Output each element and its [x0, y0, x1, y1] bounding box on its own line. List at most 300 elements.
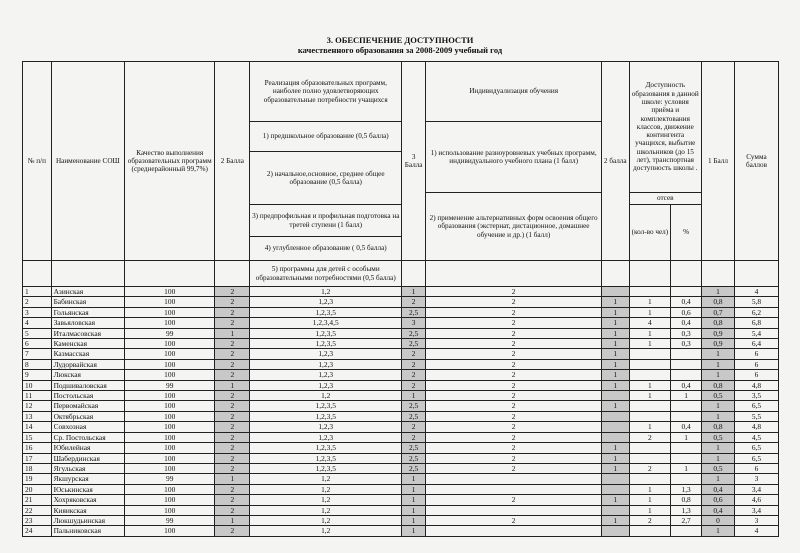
table-cell	[671, 474, 702, 484]
table-cell: 5,8	[734, 297, 778, 307]
table-cell: 1	[602, 495, 629, 505]
table-cell: Ягульская	[51, 463, 125, 473]
table-cell: 2	[23, 297, 52, 307]
table-cell	[602, 484, 629, 494]
table-cell: 100	[125, 339, 215, 349]
table-cell: 1	[629, 495, 671, 505]
table-cell: 1	[702, 526, 735, 536]
table-cell: 2	[215, 401, 250, 411]
table-cell: 2	[426, 515, 602, 525]
table-cell	[671, 453, 702, 463]
table-cell: 1	[629, 380, 671, 390]
table-cell: 2	[629, 515, 671, 525]
table-cell: 9	[23, 370, 52, 380]
table-row	[23, 463, 779, 473]
table-cell: 2	[426, 443, 602, 453]
table-cell: 2,5	[402, 328, 426, 338]
table-cell: 3,4	[734, 505, 778, 515]
table-row	[23, 484, 779, 494]
table-cell: 15	[23, 432, 52, 442]
header-programs: Реализация образовательных программ, наиболее полно удовлетворяющих образовательные потребности учащихся	[250, 62, 402, 122]
table-cell: 1	[402, 287, 426, 297]
table-cell: 2	[215, 484, 250, 494]
table-cell: 2	[426, 318, 602, 328]
table-cell: Якшурская	[51, 474, 125, 484]
table-cell: 2	[215, 318, 250, 328]
table-cell: 2	[426, 297, 602, 307]
table-cell: 2	[629, 463, 671, 473]
table-cell: 1,2,3,5	[250, 453, 402, 463]
table-cell: 2	[215, 505, 250, 515]
table-cell: 2	[426, 463, 602, 473]
table-cell: 6,5	[734, 443, 778, 453]
table-cell: 2	[402, 359, 426, 369]
table-header	[23, 62, 779, 287]
table-cell: 5,5	[734, 411, 778, 421]
table-cell: 2	[426, 339, 602, 349]
table-cell: 1	[702, 359, 735, 369]
table-cell: 2,5	[402, 401, 426, 411]
table-cell: 6	[734, 463, 778, 473]
table-cell: 0,6	[671, 307, 702, 317]
table-cell	[629, 453, 671, 463]
table-cell	[426, 474, 602, 484]
table-cell: 1	[402, 495, 426, 505]
table-cell: 1	[602, 515, 629, 525]
table-row	[23, 443, 779, 453]
scan-mark	[783, 479, 800, 520]
table-cell: 1	[629, 391, 671, 401]
table-cell: 0,8	[702, 318, 735, 328]
table-cell: 1,2,3,5	[250, 443, 402, 453]
table-cell: 100	[125, 484, 215, 494]
table-cell: 6	[734, 370, 778, 380]
table-cell: 2	[426, 359, 602, 369]
table-cell: Италмасовская	[51, 328, 125, 338]
table-cell: 100	[125, 401, 215, 411]
table-row	[23, 370, 779, 380]
table-row	[23, 422, 779, 432]
table-row	[23, 526, 779, 536]
table-cell	[629, 526, 671, 536]
table-cell: Октябрьская	[51, 411, 125, 421]
table-cell: Первомайская	[51, 401, 125, 411]
table-cell: 1	[602, 339, 629, 349]
table-cell	[671, 370, 702, 380]
table-cell: Юбилейная	[51, 443, 125, 453]
table-cell: 2	[215, 526, 250, 536]
table-cell: 16	[23, 443, 52, 453]
table-cell: Подшиваловская	[51, 380, 125, 390]
table-cell: 20	[23, 484, 52, 494]
table-cell: 1	[23, 287, 52, 297]
table-cell: Ср. Постольская	[51, 432, 125, 442]
table-cell: 100	[125, 495, 215, 505]
table-cell: 1	[671, 463, 702, 473]
table-cell: 0	[702, 515, 735, 525]
table-cell: 1,2,3	[250, 349, 402, 359]
table-cell: 1	[629, 484, 671, 494]
header-indiv-score: 2 балла	[602, 62, 629, 261]
table-cell: 6,2	[734, 307, 778, 317]
header-access-score: 1 Балл	[702, 62, 735, 261]
table-cell: 1	[602, 318, 629, 328]
table-cell: 2	[215, 422, 250, 432]
table-cell: 100	[125, 526, 215, 536]
table-cell: 3	[23, 307, 52, 317]
table-row	[23, 432, 779, 442]
table-cell	[629, 443, 671, 453]
table-cell: 2	[215, 370, 250, 380]
table-cell: 1	[602, 349, 629, 359]
table-row	[23, 380, 779, 390]
table-cell: 2,5	[402, 453, 426, 463]
table-cell: 0,7	[702, 307, 735, 317]
table-cell: 1	[629, 328, 671, 338]
table-cell	[602, 526, 629, 536]
header-program-item-5: 5) программы для детей с особыми образовательными потребностями (0,5 балла)	[250, 261, 402, 287]
table-cell: 1,2	[250, 515, 402, 525]
table-cell: 3	[402, 318, 426, 328]
table-cell: 100	[125, 453, 215, 463]
table-cell: 1	[702, 401, 735, 411]
table-cell: 0,4	[671, 380, 702, 390]
table-cell: 2,5	[402, 411, 426, 421]
header-dropout-count: (кол-во чел)	[629, 205, 671, 261]
table-cell: 1,2,3	[250, 297, 402, 307]
table-cell: 0,4	[671, 297, 702, 307]
table-cell: 1	[671, 432, 702, 442]
table-cell	[602, 432, 629, 442]
table-cell: Шабердинская	[51, 453, 125, 463]
table-cell: 10	[23, 380, 52, 390]
table-cell	[602, 391, 629, 401]
table-cell: 99	[125, 474, 215, 484]
header-quality: Качество выполнения образовательных программ (среднерайонный 99,7%)	[125, 62, 215, 261]
table-cell: Юськинская	[51, 484, 125, 494]
table-cell: 12	[23, 401, 52, 411]
table-cell	[629, 349, 671, 359]
table-cell: 6	[23, 339, 52, 349]
table-cell	[671, 526, 702, 536]
table-cell: 6	[734, 359, 778, 369]
header-dropout: отсев	[629, 193, 702, 205]
table-cell: 2	[629, 432, 671, 442]
table-cell: 2,5	[402, 463, 426, 473]
table-row	[23, 411, 779, 421]
header-program-item-3: 3) предпрофильная и профильная подготовка на третей ступени (1 балл)	[250, 205, 402, 237]
header-indiv-item-1: 1) использование разноуровневых учебных программ, индивидуального учебного плана (1 балл)	[426, 122, 602, 193]
table-cell: 0,4	[671, 318, 702, 328]
header-program-item-4: 4) углубленное образование ( 0,5 балла)	[250, 237, 402, 261]
table-cell: 1,2	[250, 505, 402, 515]
table-cell: 1	[602, 370, 629, 380]
table-cell: 0,5	[702, 391, 735, 401]
table-cell: 2	[426, 287, 602, 297]
table-cell: 1,2,3	[250, 422, 402, 432]
title-line-1: 3. ОБЕСПЕЧЕНИЕ ДОСТУПНОСТИ	[326, 35, 474, 45]
table-cell: 1,2,3,5	[250, 463, 402, 473]
table-cell: 2	[402, 380, 426, 390]
table-row	[23, 495, 779, 505]
table-cell: 2	[215, 432, 250, 442]
table-cell	[629, 287, 671, 297]
table-cell: 1,2,3,5	[250, 411, 402, 421]
table-cell: 0,9	[702, 328, 735, 338]
table-cell	[629, 370, 671, 380]
header-dropout-percent: %	[671, 205, 702, 261]
table-cell	[602, 411, 629, 421]
table-cell: 3,4	[734, 484, 778, 494]
table-cell	[671, 287, 702, 297]
table-cell	[671, 443, 702, 453]
table-cell: 100	[125, 307, 215, 317]
table-cell: Завьяловская	[51, 318, 125, 328]
table-cell: 2	[426, 401, 602, 411]
table-cell: 0,9	[702, 339, 735, 349]
table-row	[23, 328, 779, 338]
table-cell: 1	[702, 287, 735, 297]
table-cell: 18	[23, 463, 52, 473]
table-row	[23, 349, 779, 359]
table-cell: 1,2,3	[250, 380, 402, 390]
table-cell: 2	[426, 349, 602, 359]
table-cell: 100	[125, 391, 215, 401]
table-cell: 1,2,3	[250, 359, 402, 369]
table-cell: 0,6	[702, 495, 735, 505]
table-cell: 1,2	[250, 391, 402, 401]
table-cell: 24	[23, 526, 52, 536]
table-cell: 100	[125, 411, 215, 421]
table-cell: 1,2	[250, 526, 402, 536]
table-cell: 1	[629, 505, 671, 515]
table-cell: 1,2,3,5	[250, 307, 402, 317]
table-cell: 1	[602, 297, 629, 307]
document-title	[0, 35, 800, 55]
table-cell	[671, 411, 702, 421]
table-cell	[426, 484, 602, 494]
table-cell	[426, 526, 602, 536]
table-cell: 100	[125, 318, 215, 328]
table-cell: 1	[602, 307, 629, 317]
table-cell: 6,5	[734, 401, 778, 411]
table-cell: 2	[215, 391, 250, 401]
table-cell	[602, 474, 629, 484]
table-cell: 1	[602, 463, 629, 473]
table-cell: Лудорвайская	[51, 359, 125, 369]
table-cell: 22	[23, 505, 52, 515]
table-cell: Кияикская	[51, 505, 125, 515]
table-cell: 4,5	[734, 432, 778, 442]
table-cell	[671, 349, 702, 359]
table-cell	[671, 359, 702, 369]
table-cell: 1	[402, 391, 426, 401]
table-cell: 1	[402, 474, 426, 484]
table-cell: Казмасская	[51, 349, 125, 359]
table-cell: 2	[402, 349, 426, 359]
table-cell: 2	[215, 307, 250, 317]
table-cell: 6,4	[734, 339, 778, 349]
header-program-item-2: 2) начальное,основное, среднее общее образование (0,5 балла)	[250, 152, 402, 205]
table-cell: 1	[702, 370, 735, 380]
table-cell: 1,2,3	[250, 432, 402, 442]
table-cell: 100	[125, 359, 215, 369]
table-cell: 0,4	[702, 505, 735, 515]
table-cell: 0,4	[702, 484, 735, 494]
table-cell: 2	[215, 297, 250, 307]
table-row	[23, 297, 779, 307]
table-cell: 2	[402, 370, 426, 380]
table-row	[23, 515, 779, 525]
table-cell: 1,2	[250, 495, 402, 505]
table-cell: 2	[215, 287, 250, 297]
table-cell	[602, 287, 629, 297]
table-cell: 1,2,3,5	[250, 328, 402, 338]
header-name: Наименование СОШ	[51, 62, 125, 261]
table-cell: 13	[23, 411, 52, 421]
table-cell: 2	[426, 432, 602, 442]
table-cell: 99	[125, 328, 215, 338]
table-cell: 99	[125, 380, 215, 390]
table-cell: 1,2,3,4,5	[250, 318, 402, 328]
table-cell: 1	[602, 453, 629, 463]
table-cell: 0,3	[671, 339, 702, 349]
header-total: Сумма баллов	[734, 62, 778, 261]
table-cell: 6	[734, 349, 778, 359]
header-indiv-item-2: 2) применение альтернативных форм освоения общего образования (экстернат, дистационное, домашнее обучение и др.) (1 балл)	[426, 193, 602, 261]
table-row	[23, 287, 779, 297]
table-cell: 1	[402, 526, 426, 536]
table-cell: Совхозная	[51, 422, 125, 432]
table-cell: 1	[602, 328, 629, 338]
table-cell: 4	[629, 318, 671, 328]
table-cell: 2	[426, 380, 602, 390]
table-cell	[602, 505, 629, 515]
table-cell: 2	[402, 297, 426, 307]
table-cell: 2	[215, 495, 250, 505]
table-cell: 1	[402, 505, 426, 515]
table-cell: 0,5	[702, 463, 735, 473]
header-program-item-1: 1) предшкольное образование (0,5 балла)	[250, 122, 402, 152]
table-cell: 0,8	[702, 380, 735, 390]
table-cell: 0,8	[702, 422, 735, 432]
table-cell: 2,5	[402, 307, 426, 317]
table-cell: 5	[23, 328, 52, 338]
table-cell: 1	[629, 307, 671, 317]
title-line-2: качественного образования за 2008-2009 учебный год	[297, 45, 503, 55]
table-body	[23, 287, 779, 537]
table-cell: 1	[702, 349, 735, 359]
table-cell: 4,8	[734, 422, 778, 432]
table-cell: 100	[125, 443, 215, 453]
table-cell: Бабинская	[51, 297, 125, 307]
table-cell: 5,4	[734, 328, 778, 338]
accessibility-table	[22, 61, 779, 537]
table-cell: 100	[125, 287, 215, 297]
table-cell: 2	[426, 453, 602, 463]
header-accessibility: Доступность образования в данной школе: условия приёма и комплектования классов, движение контингента учащихся, выбытие школьников (до 15 лет), транспортная доступность школы .	[629, 62, 702, 193]
table-cell: 100	[125, 463, 215, 473]
table-cell: 2,5	[402, 339, 426, 349]
table-cell: 1	[629, 422, 671, 432]
table-cell: 100	[125, 505, 215, 515]
table-cell: 1	[602, 359, 629, 369]
table-cell: 1,3	[671, 505, 702, 515]
table-cell: 21	[23, 495, 52, 505]
table-cell: 2	[426, 411, 602, 421]
table-cell: 2	[215, 411, 250, 421]
table-cell: 1	[402, 515, 426, 525]
table-cell: 2	[426, 495, 602, 505]
table-cell: Гольянская	[51, 307, 125, 317]
table-cell: 1	[629, 297, 671, 307]
table-cell: Хохряковская	[51, 495, 125, 505]
table-cell: 0,8	[702, 297, 735, 307]
table-cell	[671, 401, 702, 411]
table-row	[23, 339, 779, 349]
table-cell: 100	[125, 422, 215, 432]
table-cell: 1,2	[250, 474, 402, 484]
table-row	[23, 307, 779, 317]
table-row	[23, 474, 779, 484]
table-cell	[426, 505, 602, 515]
table-cell: Люкшудьинская	[51, 515, 125, 525]
table-cell: 2	[215, 443, 250, 453]
table-cell: 23	[23, 515, 52, 525]
table-cell: 100	[125, 349, 215, 359]
header-individualization: Индивидуализация обучения	[426, 62, 602, 122]
table-row	[23, 505, 779, 515]
table-cell: 8	[23, 359, 52, 369]
table-cell: 0,5	[702, 432, 735, 442]
table-cell: 1,2,3,5	[250, 401, 402, 411]
table-cell: 1	[602, 443, 629, 453]
table-row	[23, 318, 779, 328]
table-cell: 2	[426, 307, 602, 317]
table-cell: 1	[702, 443, 735, 453]
table-cell: 1	[702, 474, 735, 484]
table-cell: 2	[215, 453, 250, 463]
table-cell: 2	[426, 391, 602, 401]
table-cell	[602, 422, 629, 432]
table-cell: 1	[671, 391, 702, 401]
table-cell: 2	[426, 422, 602, 432]
table-cell: 14	[23, 422, 52, 432]
table-cell: 1	[215, 515, 250, 525]
table-cell: 1	[629, 339, 671, 349]
table-cell: Азинская	[51, 287, 125, 297]
table-cell: 1	[702, 411, 735, 421]
table-cell: 17	[23, 453, 52, 463]
table-cell: 4,6	[734, 495, 778, 505]
table-cell: 0,8	[671, 495, 702, 505]
table-cell: 2	[215, 359, 250, 369]
table-cell: 2	[215, 349, 250, 359]
table-row	[23, 359, 779, 369]
table-cell	[629, 474, 671, 484]
table-cell: 4	[734, 287, 778, 297]
table-cell: 100	[125, 370, 215, 380]
table-cell: 1	[702, 453, 735, 463]
header-programs-score: 3 Балла	[402, 62, 426, 261]
table-cell: 2	[402, 422, 426, 432]
table-cell: 6,5	[734, 453, 778, 463]
table-cell: 99	[125, 515, 215, 525]
table-cell: 1,2	[250, 287, 402, 297]
table-cell: 2,5	[402, 443, 426, 453]
table-cell: 1,2	[250, 484, 402, 494]
table-cell: 2	[215, 339, 250, 349]
